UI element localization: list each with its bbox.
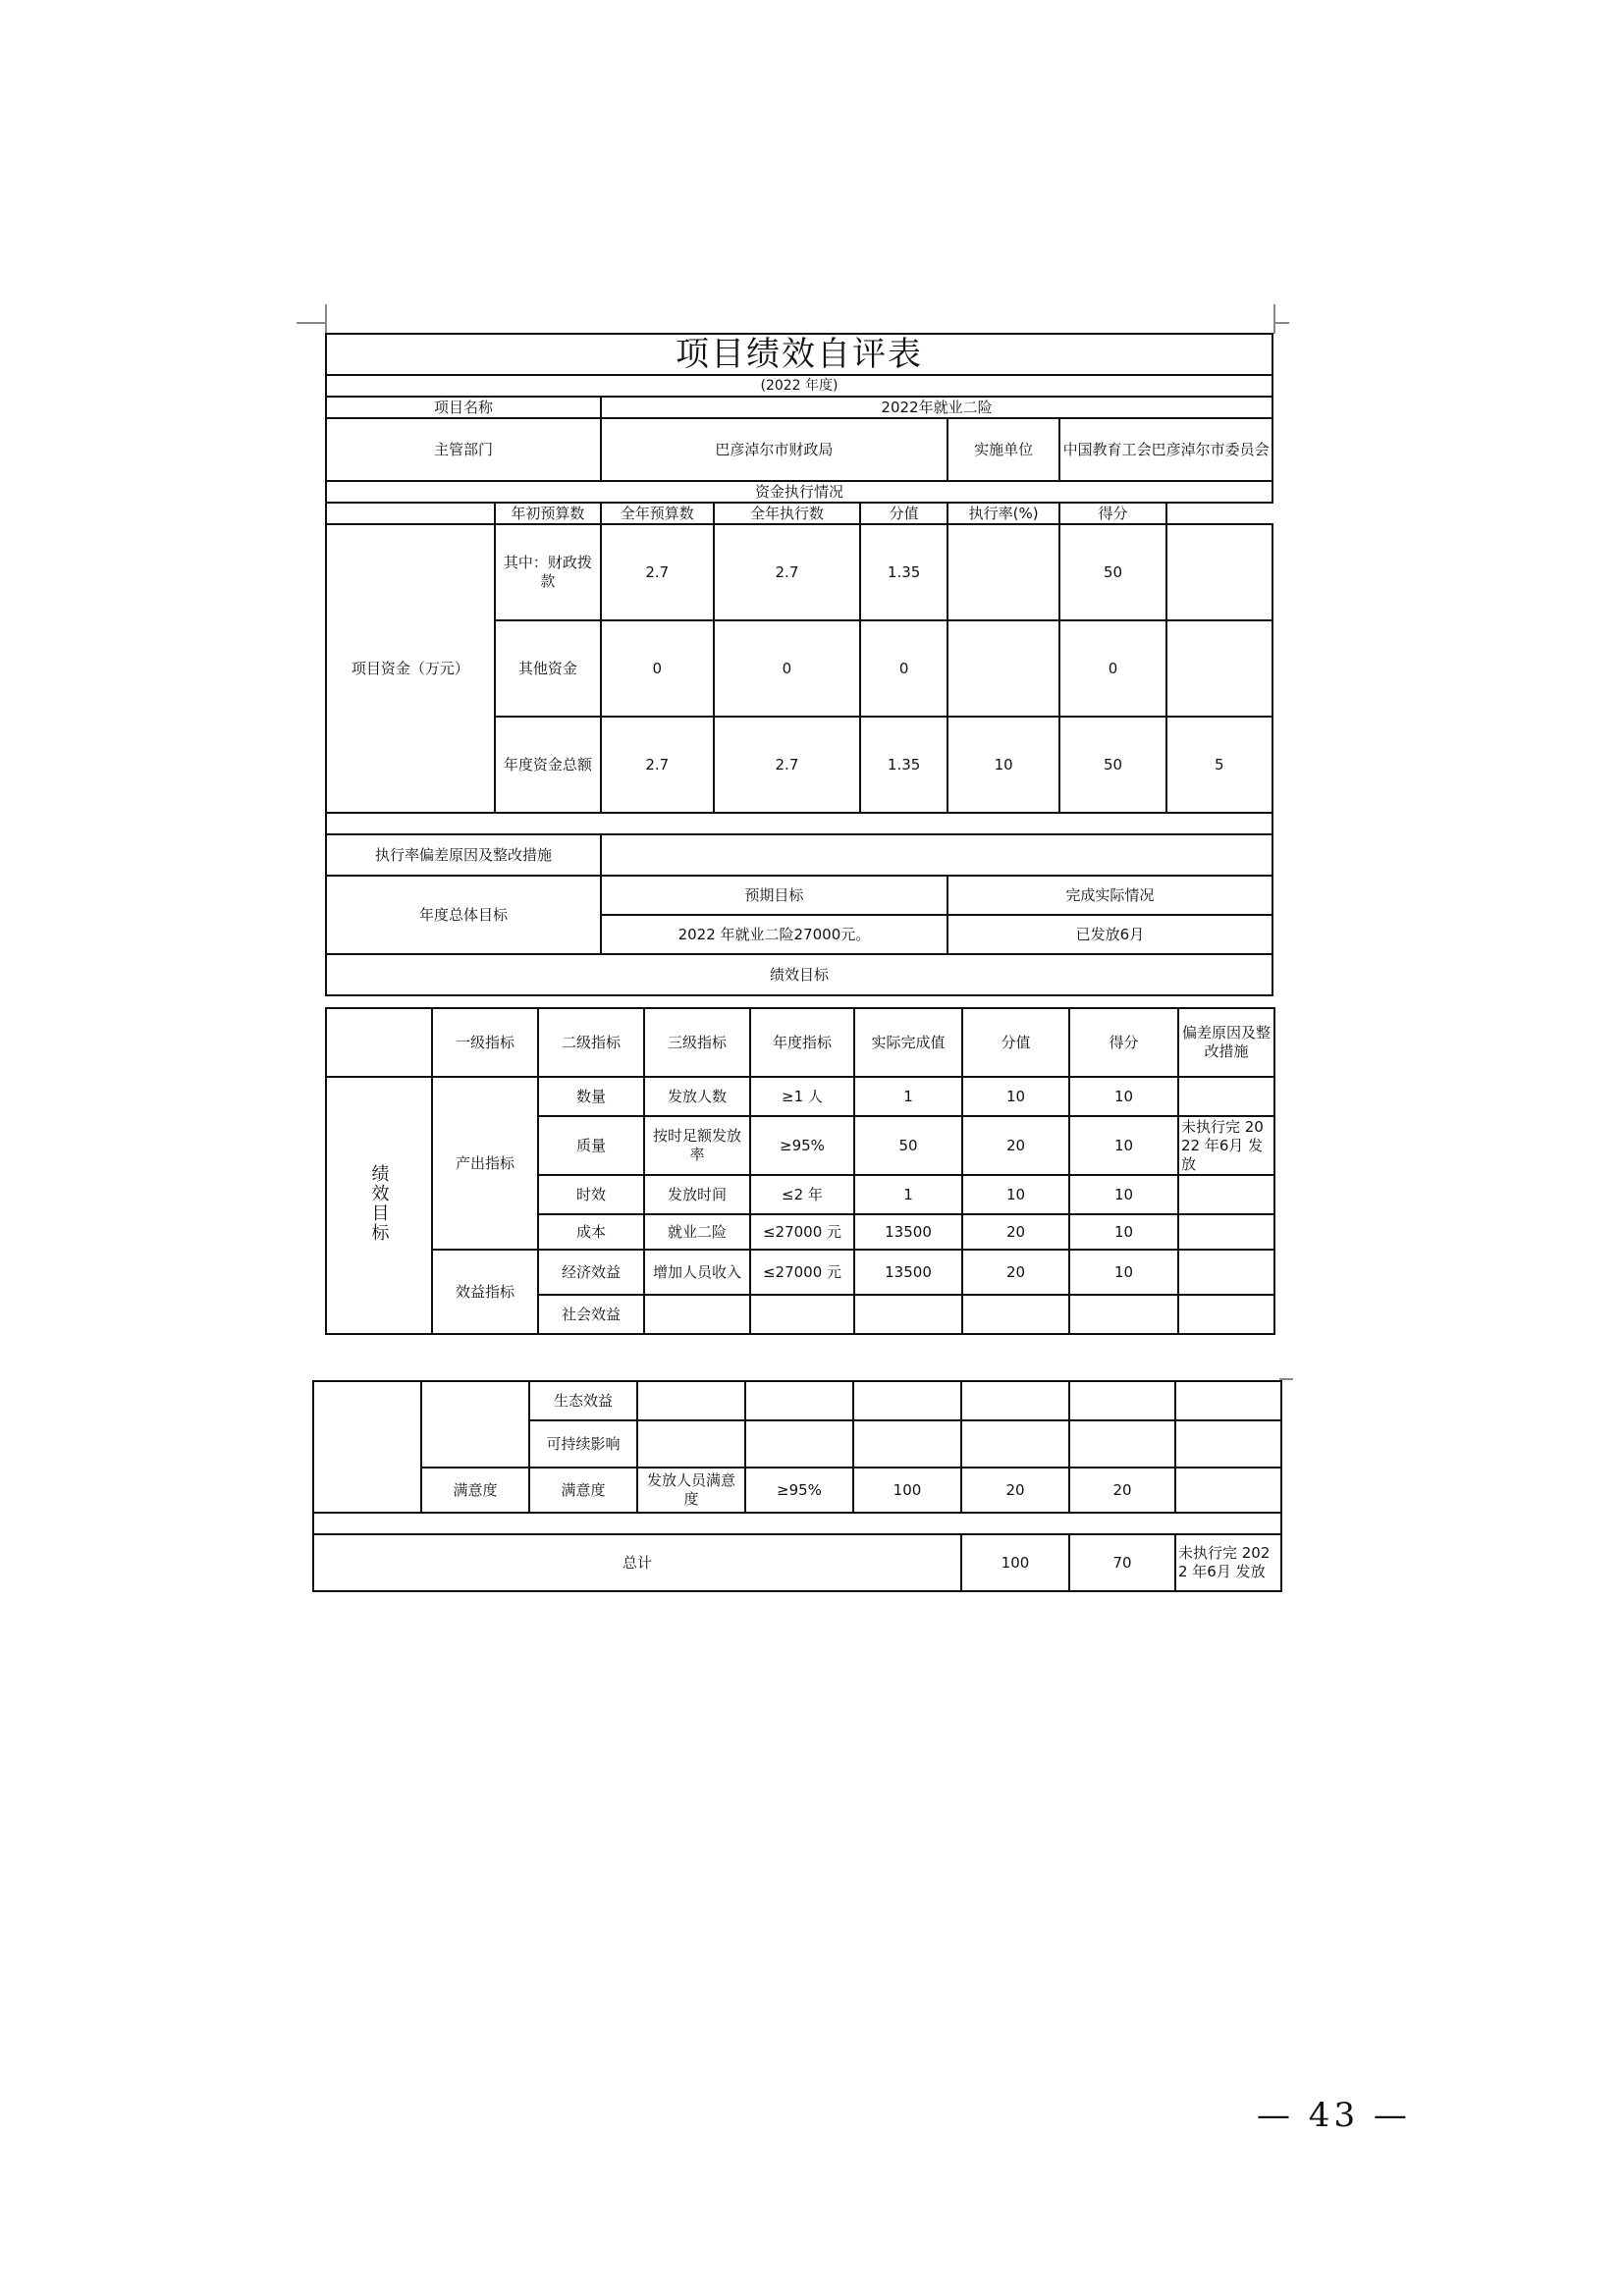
funds-cell: 1.35 xyxy=(860,524,947,620)
perf-header: 得分 xyxy=(1069,1008,1178,1077)
funds-header: 得分 xyxy=(1059,503,1165,524)
row-got: 10 xyxy=(1069,1175,1178,1214)
row-l3 xyxy=(637,1381,745,1420)
row-l2: 生态效益 xyxy=(529,1381,637,1420)
perf-header-blank xyxy=(326,1008,432,1077)
row-note xyxy=(1178,1175,1274,1214)
row-got xyxy=(1069,1420,1175,1468)
funds-header: 全年执行数 xyxy=(714,503,861,524)
impl-value: 中国教育工会巴彦淖尔市委员会 xyxy=(1059,418,1272,481)
perf-header: 分值 xyxy=(962,1008,1069,1077)
row-target: ≥95% xyxy=(745,1468,853,1513)
row-target: ≥1 人 xyxy=(750,1077,854,1116)
funds-header: 分值 xyxy=(860,503,947,524)
row-l2: 质量 xyxy=(538,1116,644,1175)
l1-output: 产出指标 xyxy=(432,1077,538,1250)
dept-label: 主管部门 xyxy=(326,418,601,481)
row-note xyxy=(1175,1420,1281,1468)
spacer-row xyxy=(313,1513,1281,1534)
row-note xyxy=(1178,1214,1274,1250)
funds-cell: 2.7 xyxy=(601,524,714,620)
deviation-value xyxy=(601,834,1272,876)
row-note xyxy=(1175,1381,1281,1420)
funds-cell xyxy=(947,524,1060,620)
row-target: ≤27000 元 xyxy=(750,1250,854,1295)
row-target: ≤2 年 xyxy=(750,1175,854,1214)
cont-group-cell xyxy=(313,1381,421,1513)
row-actual: 13500 xyxy=(854,1214,962,1250)
row-note: 未执行完 2022 年6月 发放 xyxy=(1178,1116,1274,1175)
funds-header: 年初预算数 xyxy=(495,503,601,524)
row-score: 20 xyxy=(962,1116,1069,1175)
funds-cell: 2.7 xyxy=(601,717,714,813)
row-l3: 按时足额发放率 xyxy=(644,1116,750,1175)
row-l3: 发放人员满意度 xyxy=(637,1468,745,1513)
funds-cell: 0 xyxy=(714,620,861,717)
dept-value: 巴彦淖尔市财政局 xyxy=(601,418,947,481)
funds-cell: 50 xyxy=(1059,717,1165,813)
row-l2: 社会效益 xyxy=(538,1295,644,1334)
form-year: (2022 年度) xyxy=(326,375,1272,397)
funds-cell: 0 xyxy=(1059,620,1165,717)
page-number: — 43 — xyxy=(1257,2096,1411,2135)
row-got: 10 xyxy=(1069,1077,1178,1116)
row-score: 10 xyxy=(962,1175,1069,1214)
row-actual: 1 xyxy=(854,1077,962,1116)
row-note xyxy=(1178,1250,1274,1295)
row-score xyxy=(962,1295,1069,1334)
cont-l1-blank xyxy=(421,1381,529,1468)
row-actual xyxy=(853,1420,961,1468)
row-note xyxy=(1178,1077,1274,1116)
row-actual: 1 xyxy=(854,1175,962,1214)
row-score xyxy=(961,1420,1069,1468)
row-actual xyxy=(854,1295,962,1334)
funds-row-label: 其他资金 xyxy=(495,620,601,717)
funds-cell: 1.35 xyxy=(860,717,947,813)
row-actual: 13500 xyxy=(854,1250,962,1295)
row-score xyxy=(961,1381,1069,1420)
impl-label: 实施单位 xyxy=(947,418,1060,481)
goal-expected: 2022 年就业二险27000元。 xyxy=(601,915,947,954)
total-note: 未执行完 2022 年6月 发放 xyxy=(1175,1534,1281,1591)
total-got: 70 xyxy=(1069,1534,1175,1591)
perf-section-title: 绩效目标 xyxy=(326,954,1272,995)
row-l3: 发放人数 xyxy=(644,1077,750,1116)
goal-actual: 已发放6月 xyxy=(947,915,1272,954)
funds-cell xyxy=(947,620,1060,717)
row-got xyxy=(1069,1295,1178,1334)
row-got xyxy=(1069,1381,1175,1420)
row-l2: 数量 xyxy=(538,1077,644,1116)
row-l3: 发放时间 xyxy=(644,1175,750,1214)
row-actual: 50 xyxy=(854,1116,962,1175)
perf-group-cell xyxy=(326,1077,432,1334)
total-label: 总计 xyxy=(313,1534,961,1591)
funds-row-label: 年度资金总额 xyxy=(495,717,601,813)
spacer-row xyxy=(326,813,1272,834)
row-l2: 经济效益 xyxy=(538,1250,644,1295)
funds-cell: 5 xyxy=(1166,717,1272,813)
l1-satisfaction: 满意度 xyxy=(421,1468,529,1513)
perf-header: 二级指标 xyxy=(538,1008,644,1077)
funds-row-label: 其中：财政拨款 xyxy=(495,524,601,620)
row-target xyxy=(745,1381,853,1420)
form-title: 项目绩效自评表 xyxy=(326,334,1272,375)
row-actual: 100 xyxy=(853,1468,961,1513)
funds-cell: 2.7 xyxy=(714,717,861,813)
row-actual xyxy=(853,1381,961,1420)
deviation-label: 执行率偏差原因及整改措施 xyxy=(326,834,601,876)
row-note xyxy=(1175,1468,1281,1513)
row-l3 xyxy=(644,1295,750,1334)
row-l2: 成本 xyxy=(538,1214,644,1250)
crop-mark-left xyxy=(325,304,327,334)
funds-cell: 0 xyxy=(601,620,714,717)
row-target: ≥95% xyxy=(750,1116,854,1175)
row-got: 20 xyxy=(1069,1468,1175,1513)
row-target xyxy=(745,1420,853,1468)
funds-group-label: 项目资金（万元） xyxy=(326,524,495,813)
perf-header: 年度指标 xyxy=(750,1008,854,1077)
funds-cell: 0 xyxy=(860,620,947,717)
goal-expected-label: 预期目标 xyxy=(601,876,947,915)
project-name: 2022年就业二险 xyxy=(601,397,1272,418)
crop-mark-right xyxy=(1273,304,1275,334)
row-l3: 增加人员收入 xyxy=(644,1250,750,1295)
funds-section-title: 资金执行情况 xyxy=(326,481,1272,503)
perf-header: 偏差原因及整改措施 xyxy=(1178,1008,1274,1077)
row-score: 10 xyxy=(962,1077,1069,1116)
row-score: 20 xyxy=(962,1250,1069,1295)
perf-group-label: 绩效目标 xyxy=(368,1163,390,1243)
row-target: ≤27000 元 xyxy=(750,1214,854,1250)
row-score: 20 xyxy=(961,1468,1069,1513)
crop-mark-left-h xyxy=(297,322,326,324)
perf-header: 三级指标 xyxy=(644,1008,750,1077)
performance-table-part2 xyxy=(312,1380,1282,1592)
funds-header: 全年预算数 xyxy=(601,503,714,524)
row-target xyxy=(750,1295,854,1334)
funds-header-blank xyxy=(326,503,495,524)
row-l2: 满意度 xyxy=(529,1468,637,1513)
row-got: 10 xyxy=(1069,1116,1178,1175)
perf-header: 实际完成值 xyxy=(854,1008,962,1077)
funds-cell xyxy=(1166,524,1272,620)
total-score: 100 xyxy=(961,1534,1069,1591)
goal-actual-label: 完成实际情况 xyxy=(947,876,1272,915)
funds-header: 执行率(%) xyxy=(947,503,1060,524)
funds-cell: 10 xyxy=(947,717,1060,813)
funds-cell xyxy=(1166,620,1272,717)
row-l3 xyxy=(637,1420,745,1468)
perf-header: 一级指标 xyxy=(432,1008,538,1077)
row-note xyxy=(1178,1295,1274,1334)
funds-cell: 2.7 xyxy=(714,524,861,620)
row-l3: 就业二险 xyxy=(644,1214,750,1250)
row-score: 20 xyxy=(962,1214,1069,1250)
performance-table-part1-indicators xyxy=(325,1007,1275,1335)
crop-mark-right-h xyxy=(1273,322,1289,324)
project-name-label: 项目名称 xyxy=(326,397,601,418)
performance-table-part1 xyxy=(325,333,1273,996)
row-l2: 可持续影响 xyxy=(529,1420,637,1468)
goal-label: 年度总体目标 xyxy=(326,876,601,954)
row-l2: 时效 xyxy=(538,1175,644,1214)
funds-cell: 50 xyxy=(1059,524,1165,620)
l1-benefit: 效益指标 xyxy=(432,1250,538,1334)
row-got: 10 xyxy=(1069,1214,1178,1250)
row-got: 10 xyxy=(1069,1250,1178,1295)
